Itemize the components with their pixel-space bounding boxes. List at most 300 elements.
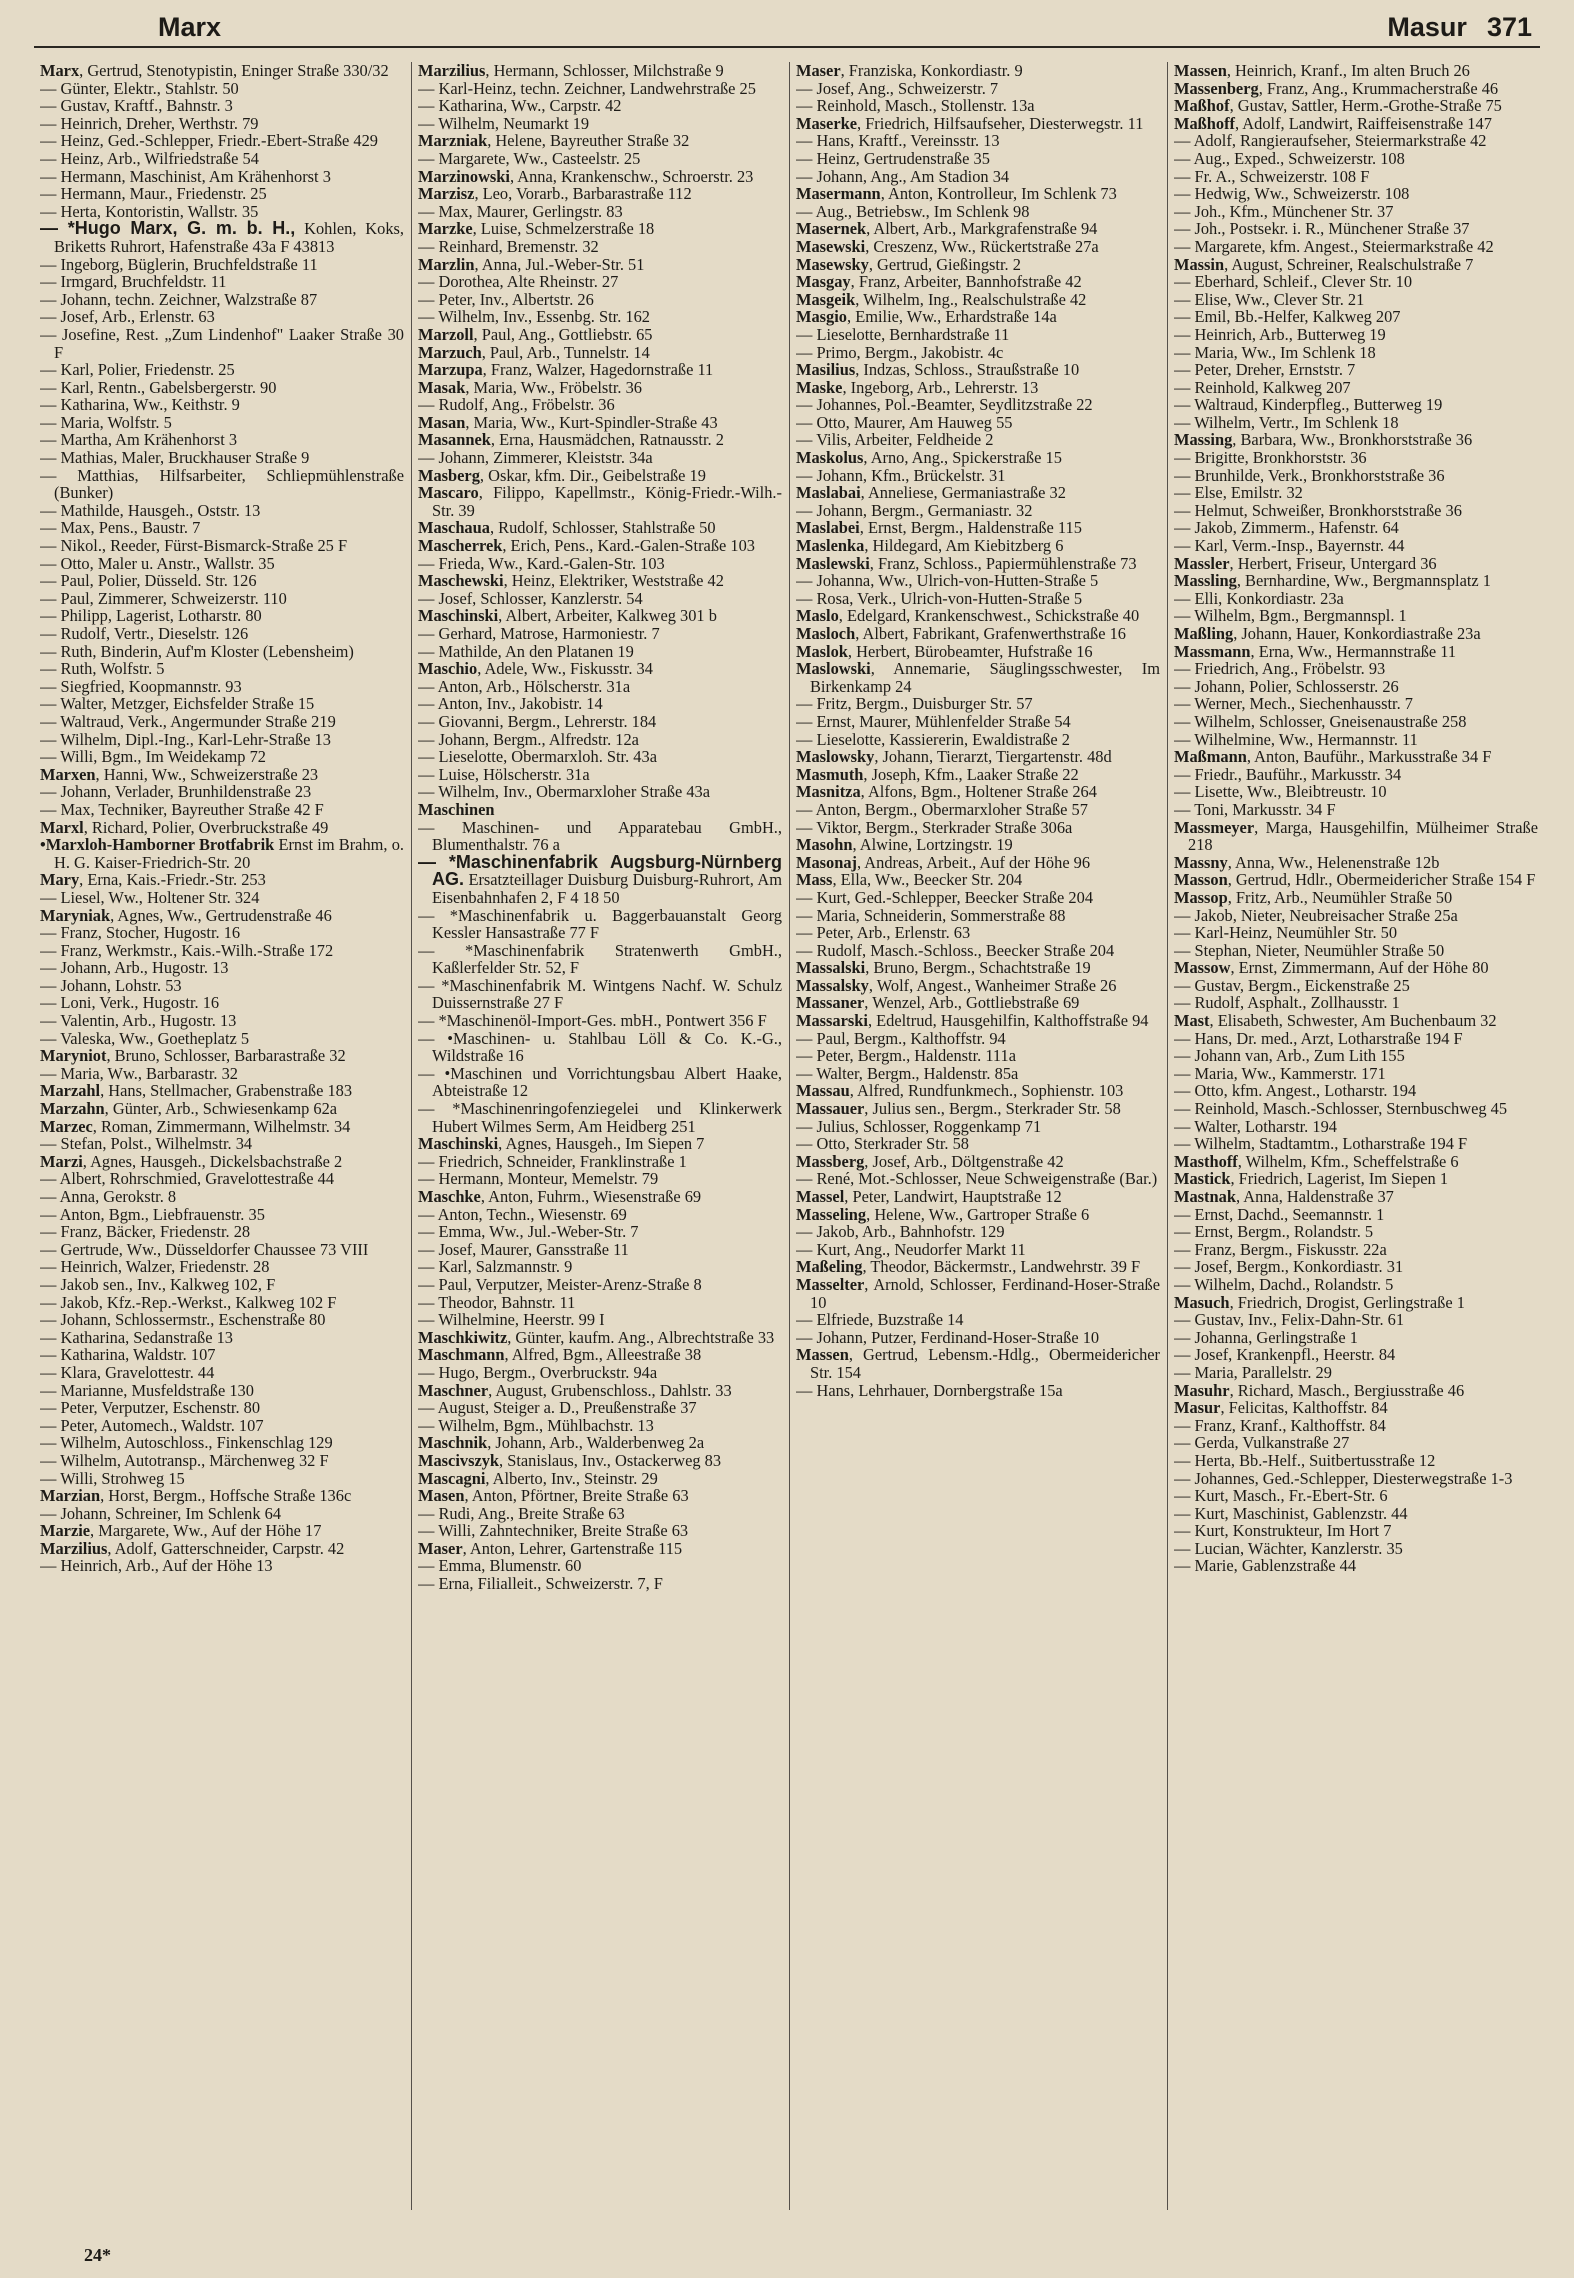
directory-entry [418, 643, 782, 661]
entry-details: — Mathias, Maler, Bruckhauser Straße 9 [40, 448, 310, 468]
entry-details: , Josef, Arb., Döltgenstraße 42 [864, 1151, 1064, 1171]
directory-entry [418, 1557, 782, 1575]
entry-surname: Mastnak [1174, 1187, 1236, 1206]
entry-details: — Franz, Werkmstr., Kais.-Wilh.-Straße 172 [40, 940, 334, 960]
entry-details: , Hans, Stellmacher, Grabenstraße 183 [100, 1081, 353, 1101]
entry-details: , Gustav, Sattler, Herm.-Grothe-Straße 75 [1229, 96, 1502, 116]
entry-details: , Rudolf, Schlosser, Stahlstraße 50 [489, 518, 716, 538]
directory-entry [418, 1012, 782, 1030]
directory-entry [796, 414, 1160, 432]
directory-entry [796, 836, 1160, 854]
directory-entry [40, 1557, 404, 1575]
entry-details: , Günter, kaufm. Ang., Albrechtstraße 33 [507, 1327, 775, 1347]
directory-entry [40, 308, 404, 326]
directory-entry [796, 467, 1160, 485]
entry-details: , Gertrud, Hdlr., Obermeidericher Straße 154 F [1227, 870, 1536, 890]
entry-details: — *Maschinenöl-Import-Ges. mbH., Pontwert 356 F [418, 1011, 767, 1031]
directory-entry [796, 484, 1160, 502]
entry-details: , Maria, Ww., Kurt-Spindler-Straße 43 [465, 412, 718, 432]
entry-details: , Franz, Ang., Krummacherstraße 46 [1258, 78, 1499, 98]
directory-entry [418, 1065, 782, 1100]
entry-details: — Mathilde, Hausgeh., Oststr. 13 [40, 500, 261, 520]
directory-entry [796, 1135, 1160, 1153]
directory-entry [418, 1223, 782, 1241]
entry-details: — Karl, Verm.-Insp., Bayernstr. 44 [1174, 536, 1405, 556]
entry-details: — Karl-Heinz, techn. Zeichner, Landwehrstraße 25 [418, 78, 756, 98]
entry-surname: Massenberg [1174, 78, 1259, 98]
entry-surname: Mascivszyk [418, 1450, 500, 1470]
column-divider [1167, 62, 1168, 2210]
entry-details: , Adele, Ww., Fiskusstr. 34 [477, 659, 653, 679]
directory-entry [1174, 1188, 1538, 1206]
entry-surname: Massmeyer [1174, 817, 1255, 837]
entry-details: — Martha, Am Krähenhorst 3 [40, 430, 238, 450]
entry-details: — Anton, Bergm., Obermarxloher Straße 57 [796, 799, 1088, 819]
directory-entry [796, 379, 1160, 397]
directory-entry [418, 132, 782, 150]
entry-details: — Willi, Strohweg 15 [40, 1468, 185, 1488]
entry-surname: Marzahn [40, 1099, 105, 1119]
entry-details: — Heinrich, Walzer, Friedenstr. 28 [40, 1257, 270, 1277]
entry-details: , Agnes, Ww., Gertrudenstraße 46 [110, 905, 332, 925]
entry-details: — Karl-Heinz, Neumühler Str. 50 [1174, 923, 1398, 943]
entry-details: — Johanna, Gerlingstraße 1 [1174, 1327, 1358, 1347]
directory-entry [1174, 572, 1538, 590]
directory-entry [418, 1241, 782, 1259]
directory-entry [796, 643, 1160, 661]
entry-details: — Mathilde, An den Platanen 19 [418, 641, 634, 661]
entry-surname: Masmuth [796, 764, 864, 784]
entry-details: — Wilhelm, Dachd., Rolandstr. 5 [1174, 1274, 1394, 1294]
entry-details: — Friedrich, Schneider, Franklinstraße 1 [418, 1151, 687, 1171]
directory-entry [40, 256, 404, 274]
directory-entry [796, 361, 1160, 379]
entry-surname: Masewski [796, 236, 866, 256]
directory-entry [1174, 449, 1538, 467]
directory-entry [1174, 431, 1538, 449]
directory-entry [40, 1223, 404, 1241]
entry-details: , Paul, Ang., Gottliebstr. 65 [473, 324, 653, 344]
directory-entry [1174, 1417, 1538, 1435]
directory-entry [1174, 273, 1538, 291]
directory-entry [1174, 519, 1538, 537]
entry-surname: Maschner [418, 1380, 489, 1400]
directory-entry [40, 1276, 404, 1294]
entry-surname: Marzahl [40, 1081, 101, 1101]
directory-entry [1174, 854, 1538, 872]
printer-signature: 24* [84, 2245, 111, 2265]
directory-entry [418, 220, 782, 238]
directory-entry [1174, 678, 1538, 696]
entry-details: , Johann, Arb., Walderbenweg 2a [487, 1433, 705, 1453]
directory-entry [1174, 115, 1538, 133]
directory-entry [1174, 1223, 1538, 1241]
directory-entry [1174, 942, 1538, 960]
entry-surname: Maschkiwitz [418, 1327, 508, 1347]
entry-details: — Ingeborg, Büglerin, Bruchfeldstraße 11 [40, 254, 318, 274]
directory-entry [1174, 344, 1538, 362]
entry-surname: Maßmann [1174, 747, 1247, 767]
entry-details: — Irmgard, Bruchfeldstr. 11 [40, 272, 227, 292]
entry-surname: Maryniot [40, 1046, 107, 1066]
entry-details: — René, Mot.-Schlosser, Neue Schweigenstraße (Bar.) [796, 1169, 1158, 1189]
entry-details: , Arnold, Schlosser, Ferdinand-Hoser-Straße 10 [810, 1274, 1160, 1312]
entry-details: — *Maschinenfabrik M. Wintgens Nachf. W. Schulz Duissernstraße 27 F [418, 975, 782, 1013]
entry-details: — Josef, Arb., Erlenstr. 63 [40, 307, 215, 327]
page-header [34, 8, 1540, 48]
entry-surname: Masan [418, 412, 466, 432]
directory-entry [40, 1153, 404, 1171]
directory-entry [1174, 643, 1538, 661]
directory-entry [1174, 819, 1538, 854]
entry-surname: Marzke [418, 219, 473, 239]
entry-details: — Jakob, Kfz.-Rep.-Werkst., Kalkweg 102 F [40, 1292, 337, 1312]
directory-entry [40, 1522, 404, 1540]
entry-details: — *Maschinenfabrik Stratenwerth GmbH., Kaßlerfelder Str. 52, F [418, 940, 782, 978]
entry-details: — Peter, Arb., Erlenstr. 63 [796, 923, 971, 943]
entry-surname: Maßhoff [1174, 113, 1236, 133]
directory-entry [418, 907, 782, 942]
directory-entry [418, 819, 782, 854]
directory-entry [418, 801, 782, 819]
entry-details: — Max, Maurer, Gerlingstr. 83 [418, 201, 623, 221]
directory-entry [796, 1346, 1160, 1381]
directory-entry [40, 1470, 404, 1488]
entry-surname: Massberg [796, 1151, 865, 1171]
directory-entry [418, 1382, 782, 1400]
entry-details: — Walter, Metzger, Eichsfelder Straße 15 [40, 694, 315, 714]
directory-entry [796, 942, 1160, 960]
directory-entry [40, 1382, 404, 1400]
entry-details: , Peter, Landwirt, Hauptstraße 12 [844, 1187, 1062, 1206]
directory-entry [418, 344, 782, 362]
directory-entry [796, 150, 1160, 168]
entry-surname: Massow [1174, 958, 1231, 978]
directory-entry [796, 431, 1160, 449]
entry-details: — Hans, Dr. med., Arzt, Lotharstraße 194 F [1174, 1028, 1463, 1048]
directory-entry [418, 1135, 782, 1153]
entry-details: — Wilhelm, Vertr., Im Schlenk 18 [1174, 412, 1399, 432]
directory-entry [418, 361, 782, 379]
entry-details: , Anneliese, Germaniastraße 32 [860, 483, 1066, 503]
entry-details: — Kurt, Konstrukteur, Im Hort 7 [1174, 1521, 1392, 1541]
entry-details: — Reinhold, Kalkweg 207 [1174, 377, 1351, 397]
entry-details: — Eberhard, Schleif., Clever Str. 10 [1174, 272, 1413, 292]
entry-details: — Johann, Schlossermstr., Eschenstraße 80 [40, 1310, 326, 1330]
entry-surname: Maschinski [418, 606, 499, 626]
directory-entry [796, 907, 1160, 925]
entry-details: — Waltraud, Verk., Angermunder Straße 219 [40, 711, 336, 731]
column-divider [411, 62, 412, 2210]
directory-entry [40, 1452, 404, 1470]
entry-surname: Masuch [1174, 1292, 1230, 1312]
directory-entry [1174, 326, 1538, 344]
entry-details: , Gertrud, Lebensm.-Hdlg., Obermeidericher Str. 154 [810, 1345, 1160, 1382]
entry-details: — Anton, Inv., Jakobistr. 14 [418, 694, 603, 714]
directory-entry [796, 607, 1160, 625]
entry-details: — Johann, Putzer, Ferdinand-Hoser-Straße 10 [796, 1327, 1100, 1347]
directory-entry [418, 695, 782, 713]
directory-entry [418, 1030, 782, 1065]
directory-entry [40, 1346, 404, 1364]
directory-entry [40, 220, 404, 255]
entry-details: , Hanni, Ww., Schweizerstraße 23 [95, 764, 319, 784]
entry-surname: Maser [796, 62, 841, 80]
entry-details: , Elisabeth, Schwester, Am Buchenbaum 32 [1209, 1011, 1497, 1031]
entry-details: — Friedr., Bauführ., Markusstr. 34 [1174, 764, 1402, 784]
directory-entry [40, 1188, 404, 1206]
entry-surname: Maßhof [1174, 96, 1230, 116]
entry-surname: Mass [796, 870, 833, 890]
directory-entry [418, 1417, 782, 1435]
entry-details: — Wilhelm, Autotransp., Märchenweg 32 F [40, 1450, 329, 1470]
entry-details: — Maria, Ww., Kammerstr. 171 [1174, 1063, 1386, 1083]
directory-entry [796, 1258, 1160, 1276]
entry-details: — Lisette, Ww., Bleibtreustr. 10 [1174, 782, 1387, 802]
entry-surname: Marzinowski [418, 166, 510, 186]
directory-entry [796, 889, 1160, 907]
entry-details: — Gustav, Kraftf., Bahnstr. 3 [40, 96, 233, 116]
entry-details: , Richard, Polier, Overbruckstraße 49 [83, 817, 329, 837]
directory-entry [40, 977, 404, 995]
entry-details: — Josef, Maurer, Gansstraße 11 [418, 1239, 629, 1259]
entry-details: — Wilhelmine, Ww., Hermannstr. 11 [1174, 729, 1418, 749]
directory-entry [40, 396, 404, 414]
directory-entry [418, 150, 782, 168]
directory-entry [40, 783, 404, 801]
entry-details: — Johannes, Pol.-Beamter, Seydlitzstraße 22 [796, 395, 1093, 415]
directory-entry [1174, 695, 1538, 713]
entry-details: — Anton, Techn., Wiesenstr. 69 [418, 1204, 627, 1224]
directory-entry [418, 1434, 782, 1452]
entry-surname: Mast [1174, 1011, 1210, 1031]
directory-entry [418, 1364, 782, 1382]
directory-entry [40, 1065, 404, 1083]
entry-details: — Katharina, Ww., Keithstr. 9 [40, 395, 240, 415]
directory-entry [1174, 168, 1538, 186]
entry-details: , Horst, Bergm., Hoffsche Straße 136c [100, 1486, 352, 1506]
entry-surname: Massing [1174, 430, 1233, 450]
directory-entry [418, 1399, 782, 1417]
directory-entry [40, 942, 404, 960]
entry-details: — Matthias, Hilfsarbeiter, Schliepmühlenstraße (Bunker) [40, 465, 404, 503]
entry-details: — Katharina, Sedanstraße 13 [40, 1327, 233, 1347]
directory-entry [1174, 590, 1538, 608]
directory-entry [40, 1135, 404, 1153]
entry-surname: Masannek [418, 430, 491, 450]
directory-entry [1174, 713, 1538, 731]
entry-details: — Johannes, Ged.-Schlepper, Diesterwegstraße 1-3 [1174, 1468, 1513, 1488]
entry-surname: Maschewski [418, 571, 504, 591]
entry-details: , Hildegard, Am Kiebitzberg 6 [864, 536, 1064, 556]
entry-details: — Reinhold, Masch.-Schlosser, Sternbuschweg 45 [1174, 1099, 1508, 1119]
entry-surname: Marzniak [418, 131, 488, 151]
entry-details: , Agnes, Hausgeh., Im Siepen 7 [498, 1134, 705, 1154]
entry-surname: Maslo [796, 606, 839, 626]
directory-entry [1174, 1346, 1538, 1364]
entry-details: , Helene, Bayreuther Straße 32 [487, 131, 690, 151]
directory-entry [1174, 1065, 1538, 1083]
entry-details: — Heinrich, Dreher, Werthstr. 79 [40, 113, 259, 133]
directory-entry [1174, 783, 1538, 801]
entry-details: , Julius sen., Bergm., Sterkrader Str. 58 [864, 1099, 1121, 1119]
entry-details: — Liesel, Ww., Holtener Str. 324 [40, 887, 260, 907]
directory-entry [40, 607, 404, 625]
directory-entry [796, 783, 1160, 801]
entry-details: — Wilhelm, Bgm., Bergmannspl. 1 [1174, 606, 1407, 626]
directory-entry [418, 660, 782, 678]
entry-surname: Marxen [40, 764, 96, 784]
directory-entry [40, 1012, 404, 1030]
entry-details: — Herta, Kontoristin, Wallstr. 35 [40, 201, 259, 221]
directory-entry [1174, 185, 1538, 203]
directory-entry [796, 1206, 1160, 1224]
entry-details: — Johann, Schreiner, Im Schlenk 64 [40, 1503, 282, 1523]
entry-details: — Hermann, Maur., Friedenstr. 25 [40, 184, 267, 204]
entry-details: — Maria, Ww., Barbarastr. 32 [40, 1063, 238, 1083]
entry-surname: Mary [40, 870, 80, 890]
directory-entry [796, 185, 1160, 203]
directory-entry [1174, 132, 1538, 150]
entry-details: — Jakob, Zimmerm., Hafenstr. 64 [1174, 518, 1399, 538]
entry-details: , Arno, Ang., Spickerstraße 15 [863, 448, 1062, 468]
directory-entry [796, 977, 1160, 995]
directory-entry [418, 256, 782, 274]
entry-details: — Jakob, Arb., Bahnhofstr. 129 [796, 1222, 1005, 1242]
entry-surname: Masson [1174, 870, 1228, 890]
directory-entry [1174, 731, 1538, 749]
directory-entry [1174, 1557, 1538, 1575]
entry-details: — Reinhard, Bremenstr. 32 [418, 236, 599, 256]
directory-entry [1174, 97, 1538, 115]
directory-entry [1174, 1329, 1538, 1347]
entry-surname: Massel [796, 1187, 845, 1206]
entry-surname: Maschaua [418, 518, 490, 538]
entry-details: , Wolf, Angest., Wanheimer Straße 26 [868, 975, 1117, 995]
directory-entry [40, 678, 404, 696]
entry-details: — Josefine, Rest. „Zum Lindenhof" Laaker Straße 30 F [40, 324, 404, 362]
entry-details: — Fr. A., Schweizerstr. 108 F [1174, 166, 1370, 186]
entry-details: , Ella, Ww., Beecker Str. 204 [832, 870, 1023, 890]
entry-details: — Valentin, Arb., Hugostr. 13 [40, 1011, 237, 1031]
entry-details: — Hugo, Bergm., Overbruckstr. 94a [418, 1362, 658, 1382]
directory-entry [418, 1505, 782, 1523]
entry-surname: Maser [418, 1538, 463, 1558]
entry-details: — Hermann, Monteur, Memelstr. 79 [418, 1169, 659, 1189]
directory-entry [1174, 361, 1538, 379]
directory-entry [796, 871, 1160, 889]
entry-surname: Massauer [796, 1099, 865, 1119]
directory-entry [1174, 660, 1538, 678]
entry-details: — Wilhelm, Neumarkt 19 [418, 113, 590, 133]
entry-details: — Paul, Zimmerer, Schweizerstr. 110 [40, 588, 287, 608]
directory-entry [796, 1012, 1160, 1030]
entry-details: — Heinrich, Arb., Butterweg 19 [1174, 324, 1386, 344]
column-1 [40, 62, 404, 2210]
entry-details: , Alfons, Bgm., Holtener Straße 264 [860, 782, 1097, 802]
directory-entry [1174, 1540, 1538, 1558]
entry-details: — Ruth, Wolfstr. 5 [40, 659, 165, 679]
entry-details: , Bruno, Bergm., Schachtstraße 19 [865, 958, 1091, 978]
entry-details: — Paul, Verputzer, Meister-Arenz-Straße 8 [418, 1274, 702, 1294]
directory-entry [418, 379, 782, 397]
entry-details: — Walter, Bergm., Haldenstr. 85a [796, 1063, 1019, 1083]
entry-firm-name: — *Hugo Marx, G. m. b. H., [40, 218, 296, 239]
entry-details: , Anna, Ww., Helenenstraße 12b [1227, 852, 1440, 872]
directory-entry [418, 80, 782, 98]
directory-entry [418, 1540, 782, 1558]
entry-details: , Hermann, Schlosser, Milchstraße 9 [485, 62, 724, 80]
entry-details: — Max, Pens., Baustr. 7 [40, 518, 201, 538]
entry-details: — Peter, Bergm., Haldenstr. 111a [796, 1046, 1016, 1066]
directory-entry [1174, 871, 1538, 889]
directory-entry [1174, 256, 1538, 274]
entry-surname: Massmann [1174, 641, 1251, 661]
entry-details: — Lieselotte, Obermarxloh. Str. 43a [418, 747, 657, 767]
entry-details: — Anton, Arb., Hölscherstr. 31a [418, 676, 631, 696]
entry-details: — Marianne, Musfeldstraße 130 [40, 1380, 254, 1400]
directory-entry [418, 449, 782, 467]
directory-entry [40, 97, 404, 115]
directory-entry [418, 555, 782, 573]
directory-entry [796, 1170, 1160, 1188]
directory-entry [796, 502, 1160, 520]
entry-details: — Johann, Arb., Hugostr. 13 [40, 958, 229, 978]
entry-details: — Lieselotte, Kassiererin, Ewaldistraße 2 [796, 729, 1070, 749]
directory-entry [1174, 1487, 1538, 1505]
directory-entry [796, 748, 1160, 766]
entry-details: — Johann, Zimmerer, Kleiststr. 34a [418, 448, 653, 468]
entry-details: — Elfriede, Buzstraße 14 [796, 1310, 964, 1330]
entry-details: — Erna, Filialleit., Schweizerstr. 7, F [418, 1574, 663, 1594]
entry-details: , Adolf, Landwirt, Raiffeisenstraße 147 [1235, 113, 1492, 133]
entry-details: — Gustav, Bergm., Eickenstraße 25 [1174, 975, 1410, 995]
entry-details: , Franziska, Konkordiastr. 9 [840, 62, 1023, 80]
directory-entry [796, 1276, 1160, 1311]
entry-details: — Anna, Gerokstr. 8 [40, 1187, 177, 1206]
directory-entry [40, 713, 404, 731]
entry-details: — Otto, Maler u. Anstr., Wallstr. 35 [40, 553, 275, 573]
entry-surname: Maslowsky [796, 747, 875, 767]
directory-entry [796, 1100, 1160, 1118]
entry-details: — Johann, Polier, Schlosserstr. 26 [1174, 676, 1399, 696]
directory-entry [418, 1153, 782, 1171]
entry-surname: Marzuch [418, 342, 482, 362]
entry-details: — Wilhelm, Inv., Obermarxloher Straße 43a [418, 782, 711, 802]
entry-details: , Friedrich, Hilfsaufseher, Diesterwegstr. 11 [857, 113, 1144, 133]
entry-details: — Josef, Ang., Schweizerstr. 7 [796, 78, 999, 98]
directory-entry [40, 1082, 404, 1100]
entry-surname: Marzian [40, 1486, 101, 1506]
directory-entry [1174, 766, 1538, 784]
directory-entry [796, 1047, 1160, 1065]
entry-details: , Bernhardine, Ww., Bergmannsplatz 1 [1236, 571, 1491, 591]
directory-entry [40, 959, 404, 977]
directory-entry [40, 115, 404, 133]
directory-entry [796, 959, 1160, 977]
entry-details: , Edelgard, Krankenschwest., Schickstraße 40 [838, 606, 1140, 626]
directory-entry [418, 713, 782, 731]
entry-details: — Katharina, Ww., Carpstr. 42 [418, 96, 622, 116]
directory-entry [418, 185, 782, 203]
entry-details: — Johann, Lohstr. 53 [40, 975, 182, 995]
entry-details: — Rudolf, Ang., Fröbelstr. 36 [418, 395, 615, 415]
entry-details: , Heinz, Elektriker, Weststraße 42 [503, 571, 724, 591]
entry-details: — Aug., Betriebsw., Im Schlenk 98 [796, 201, 1030, 221]
directory-entry [418, 748, 782, 766]
entry-details: — Kurt, Ged.-Schlepper, Beecker Straße 204 [796, 887, 1094, 907]
entry-details: — Albert, Rohrschmied, Gravelottestraße 44 [40, 1169, 335, 1189]
